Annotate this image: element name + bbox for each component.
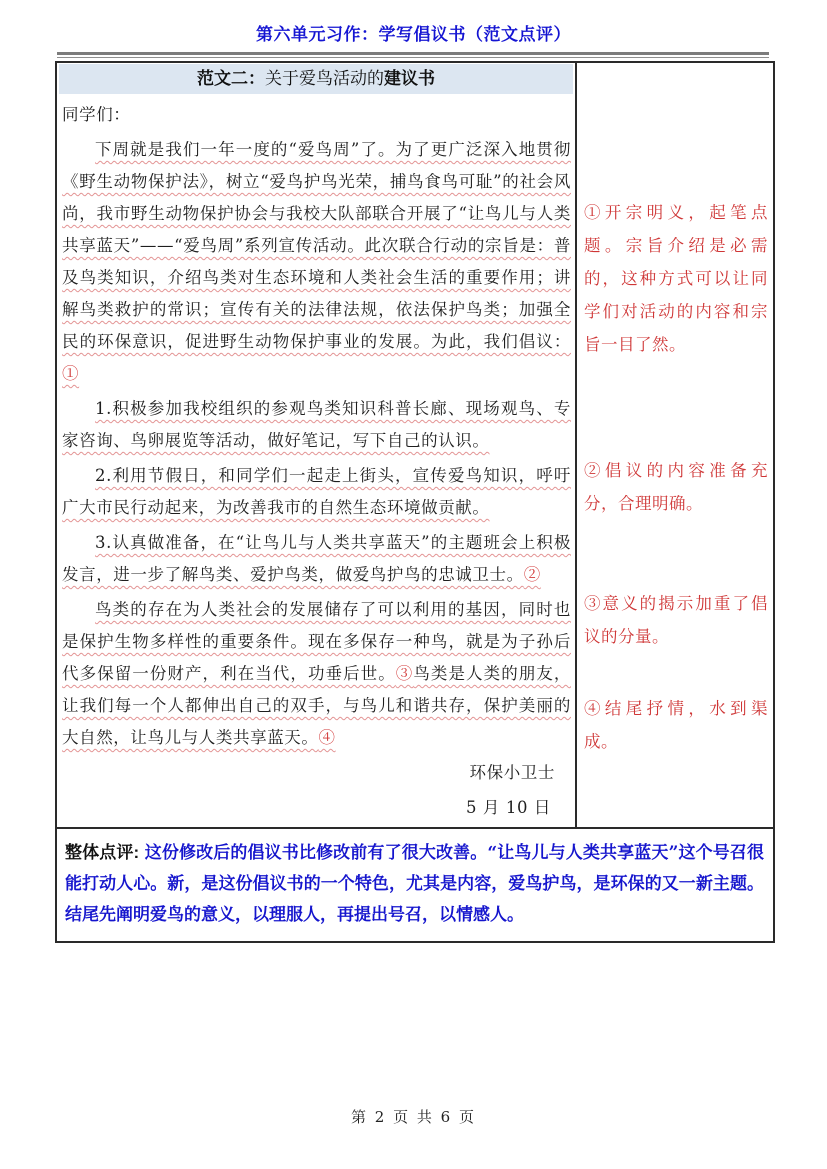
essay-title-mid: 关于爱鸟活动的 <box>265 69 384 88</box>
essay-paragraph-3 <box>62 460 571 524</box>
essay-paragraph-1 <box>62 134 571 390</box>
margin-comment-2: ②倡议的内容准备充分，合理明确。 <box>584 461 768 513</box>
title-divider-line <box>57 52 769 58</box>
paragraph-text: 鸟类的存在为人类社会的发展储存了可以利用的基因，同时也是保护生物多样性的重要条件。现在多保存一种鸟，就是为子孙后代多保留一份财产，利在当代，功垂后世。 <box>62 600 571 683</box>
essay-salutation: 同学们： <box>62 105 131 124</box>
essay-review-table <box>55 61 775 943</box>
annotation-marker-1: ① <box>62 364 80 383</box>
margin-comment-4: ④结尾抒情，水到渠成。 <box>584 699 768 751</box>
overall-review-label: 整体点评: <box>65 843 140 862</box>
paragraph-text: 下周就是我们一年一度的“爱鸟周”了。为了更广泛深入地贯彻《野生动物保护法》，树立“爱鸟护鸟光荣，捕鸟食鸟可耻”的社会风尚，我市野生动物保护协会与我校大队部联合开展了“让鸟儿与人类共享蓝天”——“爱鸟周”系列宣传活动。此次联合行动的宗旨是：普及鸟类知识，介绍鸟类对生态环境和人类社会生活的重要作用；讲解鸟类救护的常识；宣传有关的法律法规，依法保护鸟类；加强全民的环保意识，促进野生动物保护事业的发展。为此，我们倡议： <box>62 140 571 351</box>
paragraph-text: 3.认真做准备，在“让鸟儿与人类共享蓝天”的主题班会上积极发言，进一步了解鸟类、爱护鸟类，做爱鸟护鸟的忠诚卫士。 <box>62 533 571 584</box>
essay-title-tail: 建议书 <box>384 69 435 88</box>
essay-cell <box>57 63 577 827</box>
essay-body <box>59 98 573 824</box>
annotation-marker-4: ④ <box>318 728 336 747</box>
page-title: 第六单元习作：学写倡议书（范文点评） <box>256 25 571 44</box>
overall-review-row <box>57 827 773 941</box>
essay-date: 5 月 10 日 <box>465 798 551 817</box>
page-number-footer: 第 2 页 共 6 页 <box>351 1108 476 1126</box>
table-main-row <box>57 63 773 827</box>
essay-title-bar <box>59 64 573 94</box>
essay-paragraph-5 <box>62 594 571 754</box>
paragraph-text: 1.积极参加我校组织的参观鸟类知识科普长廊、现场观鸟、专家咨询、鸟卵展览等活动，做好笔记，写下自己的认识。 <box>62 399 571 450</box>
paragraph-text: 鸟类是人类的朋友，让我们每一个人都伸出自己的双手，与鸟儿和谐共存，保护美丽的大自然，让鸟儿与人类共享蓝天。 <box>62 664 571 747</box>
annotation-marker-2: ② <box>523 565 541 584</box>
essay-title-lead: 范文二： <box>197 69 265 88</box>
margin-comment-1: ①开宗明义，起笔点题。宗旨介绍是必需的，这种方式可以让同学们对活动的内容和宗旨一目了然。 <box>584 203 768 354</box>
margin-comments-cell <box>577 63 773 827</box>
margin-comment-3: ③意义的揭示加重了倡议的分量。 <box>584 594 768 646</box>
overall-review-text: 这份修改后的倡议书比修改前有了很大改善。“让鸟儿与人类共享蓝天”这个号召很能打动人心。新，是这份倡议书的一个特色，尤其是内容，爱鸟护鸟，是环保的又一新主题。结尾先阐明爱鸟的意义，以理服人，再提出号召，以情感人。 <box>65 843 764 925</box>
essay-paragraph-4 <box>62 527 571 591</box>
essay-paragraph-2 <box>62 393 571 457</box>
essay-signature: 环保小卫士 <box>469 763 555 782</box>
paragraph-text: 2.利用节假日，和同学们一起走上街头，宣传爱鸟知识，呼吁广大市民行动起来，为改善我市的自然生态环境做贡献。 <box>62 466 571 517</box>
annotation-marker-3: ③ <box>395 664 414 683</box>
